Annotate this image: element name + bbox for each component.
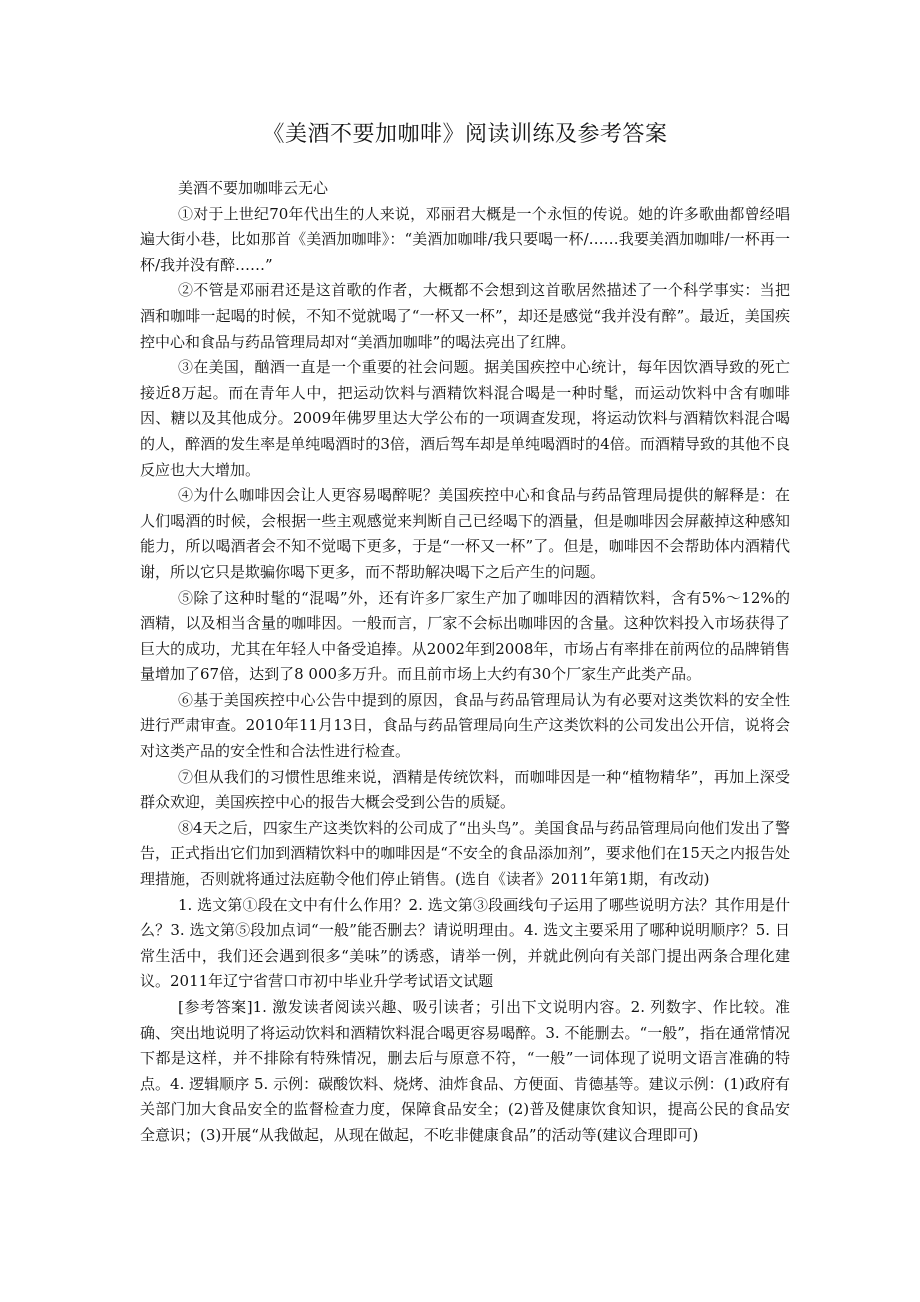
- paragraph-5: ⑤除了这种时髦的“混喝”外，还有许多厂家生产加了咖啡因的酒精饮料，含有5%～12%的酒精，以及相当含量的咖啡因。一般而言，厂家不会标出咖啡因的含量。这种饮料投入市场获得了巨大的成功，尤其在年轻人中备受追捧。从2002年到2008年，市场占有率排在前两位的品牌销售量增加了67倍，达到了8 000多万升。而且前市场上大约有30个厂家生产此类产品。: [140, 588, 790, 684]
- reference-answers: [参考答案]1. 激发读者阅读兴趣、吸引读者；引出下文说明内容。2. 列数字、作比较。准确、突出地说明了将运动饮料和酒精饮料混合喝更容易喝醉。3. 不能删去。“一般”，指在通常情况下都是这样，并不排除有特殊情况，删去后与原意不符，“一般”一词体现了说明文语言准确的特点。4. 逻辑顺序 5. 示例：碳酸饮料、烧烤、油炸食品、方便面、肯德基等。建议示例：(1)政府有关部门加大食品安全的监督检查力度，保障食品安全；(2)普及健康饮食知识，提高公民的食品安全意识；(3)开展“从我做起，从现在做起，不吃非健康食品”的活动等(建议合理即可): [140, 998, 790, 1144]
- document-body: [140, 176, 790, 1149]
- paragraph-2: ②不管是邓丽君还是这首歌的作者，大概都不会想到这首歌居然描述了一个科学事实：当把酒和咖啡一起喝的时候，不知不觉就喝了“一杯又一杯”，却还是感觉“我并没有醉”。最近，美国疾控中心和食品与药品管理局却对“美酒加咖啡”的喝法亮出了红牌。: [140, 281, 790, 351]
- article-byline: 美酒不要加咖啡云无心: [178, 179, 329, 197]
- document-page: [140, 0, 790, 1149]
- paragraph-3: ③在美国，酗酒一直是一个重要的社会问题。据美国疾控中心统计，每年因饮酒导致的死亡接近8万起。而在青年人中，把运动饮料与酒精饮料混合喝是一种时髦，而运动饮料中含有咖啡因、糖以及其他成分。2009年佛罗里达大学公布的一项调查发现，将运动饮料与酒精饮料混合喝的人，醉酒的发生率是单纯喝酒时的3倍，酒后驾车却是单纯喝酒时的4倍。而酒精导致的其他不良反应也大大增加。: [140, 358, 790, 479]
- paragraph-1: ①对于上世纪70年代出生的人来说，邓丽君大概是一个永恒的传说。她的许多歌曲都曾经唱遍大街小巷，比如那首《美酒加咖啡》：“美酒加咖啡/我只要喝一杯/……我要美酒加咖啡/一杯再一杯/我并没有醉……”: [140, 204, 790, 274]
- document-title: 《美酒不要加咖啡》阅读训练及参考答案: [262, 122, 668, 147]
- paragraph-8: ⑧4天之后，四家生产这类饮料的公司成了“出头鸟”。美国食品与药品管理局向他们发出了警告，正式指出它们加到酒精饮料中的咖啡因是“不安全的食品添加剂”，要求他们在15天之内报告处理措施，否则就将通过法庭勒令他们停止销售。(选自《读者》2011年第1期，有改动): [140, 818, 790, 889]
- paragraph-7: ⑦但从我们的习惯性思维来说，酒精是传统饮料，而咖啡因是一种“植物精华”，再加上深受群众欢迎，美国疾控中心的报告大概会受到公告的质疑。: [140, 767, 790, 812]
- exercise-questions: 1. 选文第①段在文中有什么作用？2. 选文第③段画线句子运用了哪些说明方法？其作用是什么？3. 选文第⑤段加点词“一般”能否删去？请说明理由。4. 选文主要采用了哪种说明顺序？5. 日常生活中，我们还会遇到很多“美味”的诱惑，请举一例，并就此例向有关部门提出两条合理化建议。2011年辽宁省营口市初中毕业升学考试语文试题: [140, 895, 790, 991]
- paragraph-6: ⑥基于美国疾控中心公告中提到的原因，食品与药品管理局认为有必要对这类饮料的安全性进行严肃审查。2010年11月13日，食品与药品管理局向生产这类饮料的公司发出公开信，说将会对这类产品的安全性和合法性进行检查。: [140, 690, 790, 761]
- paragraph-4: ④为什么咖啡因会让人更容易喝醉呢？美国疾控中心和食品与药品管理局提供的解释是：在人们喝酒的时候，会根据一些主观感觉来判断自己已经喝下的酒量，但是咖啡因会屏蔽掉这种感知能力，所以喝酒者会不知不觉喝下更多，于是“一杯又一杯”了。但是，咖啡因不会帮助体内酒精代谢，所以它只是欺骗你喝下更多，而不帮助解决喝下之后产生的问题。: [140, 486, 790, 581]
